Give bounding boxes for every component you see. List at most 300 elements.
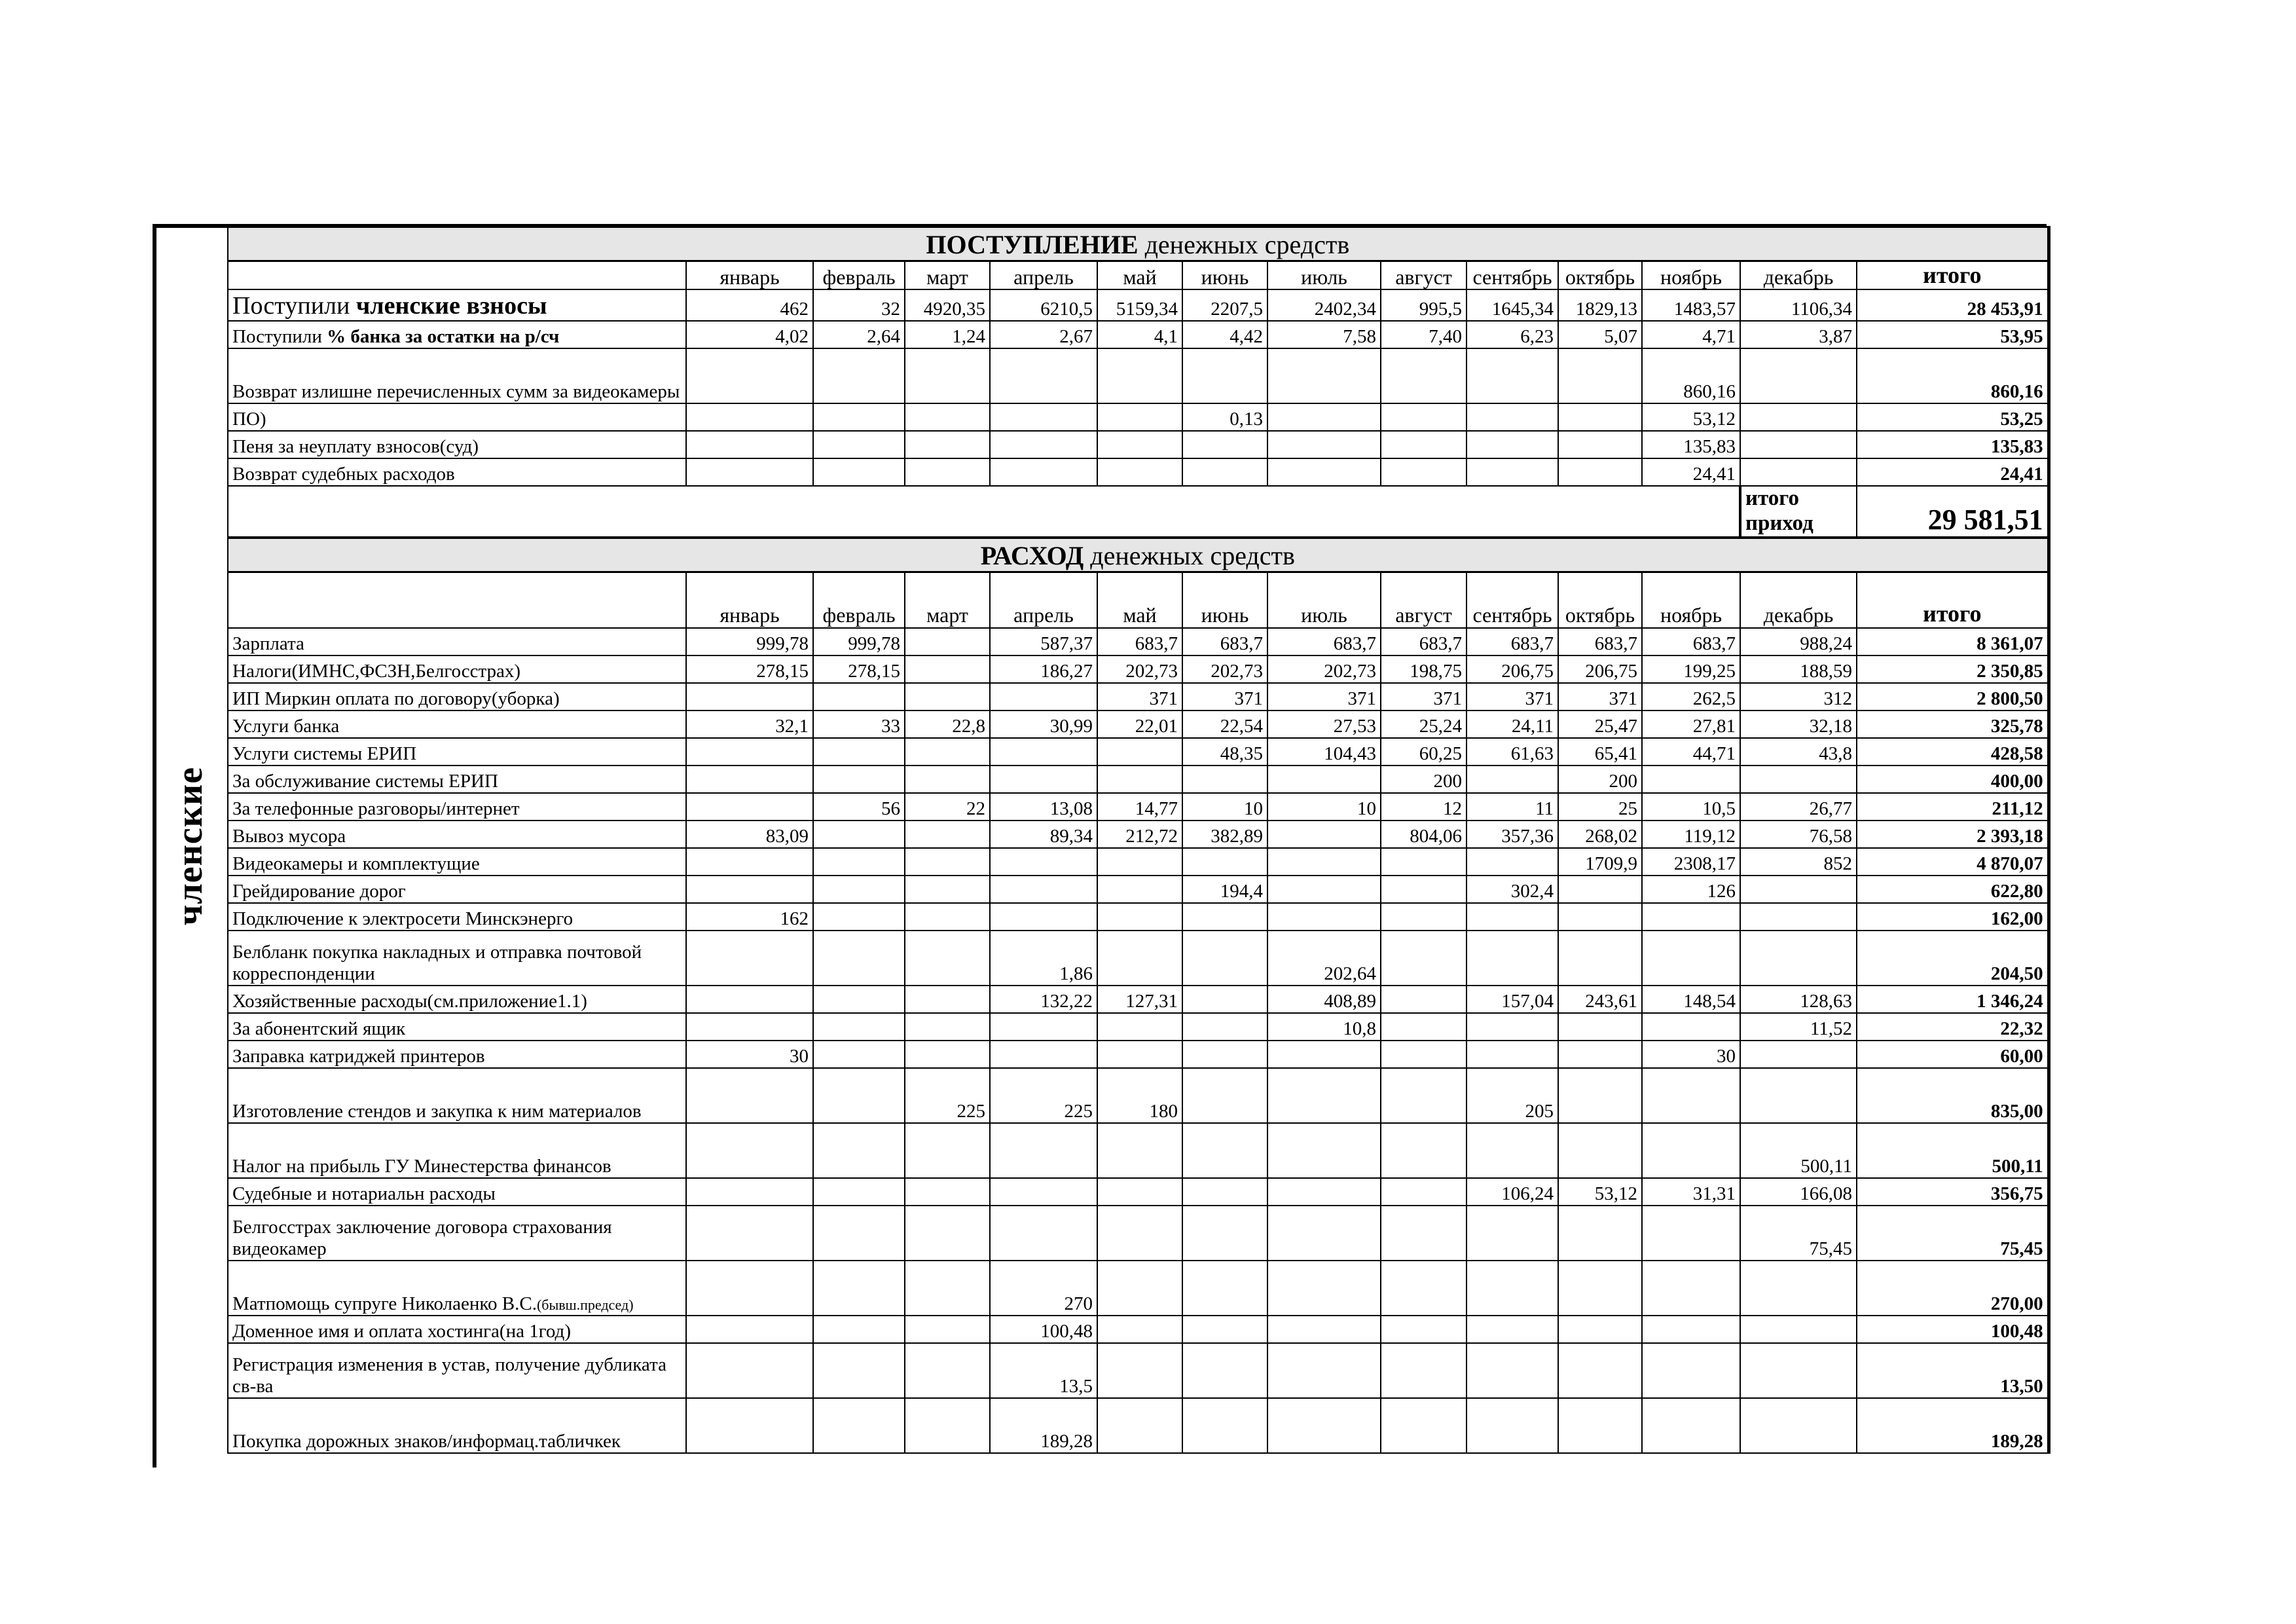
month-value — [1182, 1398, 1267, 1453]
month-value: 202,64 — [1267, 931, 1381, 986]
month-value — [1467, 1123, 1558, 1178]
month-value — [1097, 903, 1182, 931]
total-header: итого — [1857, 572, 2049, 628]
month-value — [686, 1343, 813, 1398]
month-value: 312 — [1740, 683, 1857, 710]
month-value: 65,41 — [1558, 738, 1642, 766]
table-row — [228, 683, 2049, 710]
month-value: 30 — [686, 1041, 813, 1068]
month-value — [686, 1068, 813, 1123]
month-value: 371 — [1558, 683, 1642, 710]
row-label-note: (бывш.председ) — [536, 1296, 634, 1313]
month-value — [1740, 431, 1857, 458]
month-value — [1642, 1068, 1740, 1123]
month-value — [813, 431, 905, 458]
month-value — [1558, 1316, 1642, 1343]
month-value — [990, 848, 1097, 876]
month-value — [813, 1261, 905, 1316]
month-value — [813, 1013, 905, 1041]
section-title-bold: РАСХОД — [980, 540, 1084, 570]
month-value — [1097, 1261, 1182, 1316]
month-value — [1097, 1178, 1182, 1206]
total-row-blank — [228, 486, 1740, 538]
month-value — [1740, 458, 1857, 486]
month-value — [905, 1316, 990, 1343]
month-value — [1558, 1013, 1642, 1041]
month-value — [1558, 1206, 1642, 1261]
month-header: декабрь — [1740, 261, 1857, 290]
month-value — [686, 1316, 813, 1343]
month-value — [1467, 1398, 1558, 1453]
month-value — [1467, 1316, 1558, 1343]
month-value: 988,24 — [1740, 628, 1857, 655]
row-label-text: Доменное имя и оплата хостинга(на 1год) — [232, 1320, 571, 1342]
month-value — [1182, 986, 1267, 1013]
month-value: 202,73 — [1182, 655, 1267, 683]
month-value — [813, 1398, 905, 1453]
section-title-bold: ПОСТУПЛЕНИЕ — [926, 230, 1139, 259]
row-label-bold: % банка за остатки на р/сч — [327, 326, 560, 348]
month-value — [1267, 1178, 1381, 1206]
month-value — [990, 766, 1097, 793]
month-value: 11 — [1467, 793, 1558, 821]
month-value — [905, 986, 990, 1013]
month-value: 205 — [1467, 1068, 1558, 1123]
month-value — [1558, 431, 1642, 458]
month-value: 166,08 — [1740, 1178, 1857, 1206]
month-value: 243,61 — [1558, 986, 1642, 1013]
month-value — [1467, 431, 1558, 458]
month-header: октябрь — [1558, 572, 1642, 628]
month-value: 132,22 — [990, 986, 1097, 1013]
row-total: 860,16 — [1857, 348, 2049, 403]
month-value — [1097, 848, 1182, 876]
month-value: 262,5 — [1642, 683, 1740, 710]
month-value — [1182, 1041, 1267, 1068]
month-value — [1182, 431, 1267, 458]
row-label-text: Возврат излишне перечисленных сумм за видеокамеры — [232, 381, 680, 403]
month-value — [905, 431, 990, 458]
month-value: 22,54 — [1182, 710, 1267, 738]
month-value — [905, 1013, 990, 1041]
month-value: 2,64 — [813, 321, 905, 348]
month-value — [990, 1123, 1097, 1178]
month-value — [1642, 1206, 1740, 1261]
month-value — [990, 683, 1097, 710]
row-label-text: Хозяйственные расходы(см.приложение1.1) — [232, 990, 587, 1012]
month-value — [1097, 1343, 1182, 1398]
month-value — [1267, 848, 1381, 876]
month-value: 11,52 — [1740, 1013, 1857, 1041]
table-row — [228, 986, 2049, 1013]
month-value — [813, 1343, 905, 1398]
month-value: 194,4 — [1182, 876, 1267, 903]
finance-table — [227, 226, 2050, 1454]
month-value — [1467, 931, 1558, 986]
month-value — [990, 1013, 1097, 1041]
table-row — [228, 431, 2049, 458]
section-title-rest: денежных средств — [1084, 540, 1295, 570]
month-value — [1381, 1398, 1467, 1453]
month-value: 462 — [686, 289, 813, 321]
month-value — [813, 766, 905, 793]
month-value — [1097, 431, 1182, 458]
month-value: 206,75 — [1467, 655, 1558, 683]
month-header: февраль — [813, 572, 905, 628]
row-total: 8 361,07 — [1857, 628, 2049, 655]
month-value: 202,73 — [1097, 655, 1182, 683]
month-value: 5159,34 — [1097, 289, 1182, 321]
table-row — [228, 848, 2049, 876]
row-label — [228, 1398, 686, 1453]
month-value — [1097, 348, 1182, 403]
month-value — [813, 403, 905, 431]
month-value — [1097, 458, 1182, 486]
month-header: январь — [686, 572, 813, 628]
month-value — [1182, 931, 1267, 986]
month-value — [686, 683, 813, 710]
row-label-text: Услуги системы ЕРИП — [232, 743, 417, 764]
month-value — [1381, 458, 1467, 486]
month-value: 804,06 — [1381, 821, 1467, 848]
month-value: 1645,34 — [1467, 289, 1558, 321]
month-value — [686, 1206, 813, 1261]
row-label — [228, 403, 686, 431]
month-value — [813, 348, 905, 403]
row-total: 211,12 — [1857, 793, 2049, 821]
month-value — [1381, 1206, 1467, 1261]
month-value: 999,78 — [813, 628, 905, 655]
month-value — [686, 793, 813, 821]
month-value: 198,75 — [1381, 655, 1467, 683]
month-value — [905, 1206, 990, 1261]
month-header-row — [228, 261, 2049, 290]
month-value — [905, 1343, 990, 1398]
month-value: 371 — [1381, 683, 1467, 710]
month-value — [813, 738, 905, 766]
row-total: 428,58 — [1857, 738, 2049, 766]
month-value — [1267, 458, 1381, 486]
month-value: 22,01 — [1097, 710, 1182, 738]
table-row — [228, 403, 2049, 431]
month-value — [1267, 1316, 1381, 1343]
row-label — [228, 431, 686, 458]
month-header: март — [905, 261, 990, 290]
month-value: 202,73 — [1267, 655, 1381, 683]
month-header: ноябрь — [1642, 572, 1740, 628]
month-value: 200 — [1558, 766, 1642, 793]
month-value: 268,02 — [1558, 821, 1642, 848]
month-value: 7,58 — [1267, 321, 1381, 348]
month-header: январь — [686, 261, 813, 290]
table-row — [228, 628, 2049, 655]
month-value: 148,54 — [1642, 986, 1740, 1013]
month-value — [1381, 431, 1467, 458]
row-total: 135,83 — [1857, 431, 2049, 458]
month-value: 995,5 — [1381, 289, 1467, 321]
month-value — [1740, 1398, 1857, 1453]
month-value: 10 — [1267, 793, 1381, 821]
month-value — [686, 1178, 813, 1206]
header-blank — [228, 261, 686, 290]
row-label-text: Грейдирование дорог — [232, 880, 406, 902]
month-value — [1381, 1316, 1467, 1343]
month-value: 24,11 — [1467, 710, 1558, 738]
table-row — [228, 289, 2049, 321]
month-value — [1267, 431, 1381, 458]
month-value: 22 — [905, 793, 990, 821]
month-value — [905, 876, 990, 903]
row-label — [228, 793, 686, 821]
month-value: 43,8 — [1740, 738, 1857, 766]
month-value: 126 — [1642, 876, 1740, 903]
month-value: 270 — [990, 1261, 1097, 1316]
month-value — [1097, 1041, 1182, 1068]
row-label — [228, 931, 686, 986]
row-label — [228, 1178, 686, 1206]
month-value — [990, 1206, 1097, 1261]
month-value — [1182, 1343, 1267, 1398]
month-value: 119,12 — [1642, 821, 1740, 848]
row-total: 270,00 — [1857, 1261, 2049, 1316]
month-value: 371 — [1267, 683, 1381, 710]
month-value — [1467, 903, 1558, 931]
table-row — [228, 766, 2049, 793]
row-label — [228, 655, 686, 683]
row-label-text: Налог на прибыль ГУ Минестерства финансов — [232, 1155, 611, 1177]
month-value — [1267, 403, 1381, 431]
row-label-text: Регистрация изменения в устав, получение дубликата св-ва — [232, 1354, 666, 1397]
month-value — [905, 738, 990, 766]
month-value — [1097, 738, 1182, 766]
month-value — [1740, 1068, 1857, 1123]
month-value: 157,04 — [1467, 986, 1558, 1013]
row-total: 1 346,24 — [1857, 986, 2049, 1013]
month-value — [905, 458, 990, 486]
row-total: 60,00 — [1857, 1041, 2049, 1068]
month-value — [1467, 458, 1558, 486]
month-value — [813, 848, 905, 876]
month-value: 683,7 — [1558, 628, 1642, 655]
month-value: 33 — [813, 710, 905, 738]
month-value — [1097, 1398, 1182, 1453]
month-value: 104,43 — [1267, 738, 1381, 766]
month-value — [1381, 1178, 1467, 1206]
table-row — [228, 738, 2049, 766]
month-value: 30,99 — [990, 710, 1097, 738]
month-value — [1182, 1206, 1267, 1261]
month-value: 53,12 — [1642, 403, 1740, 431]
row-total: 100,48 — [1857, 1316, 2049, 1343]
month-value: 12 — [1381, 793, 1467, 821]
row-label — [228, 289, 686, 321]
month-value — [905, 821, 990, 848]
month-header: июнь — [1182, 261, 1267, 290]
month-value — [686, 876, 813, 903]
month-value: 2,67 — [990, 321, 1097, 348]
month-value — [686, 766, 813, 793]
row-total: 4 870,07 — [1857, 848, 2049, 876]
income-total-label: итого приход — [1740, 486, 1857, 538]
month-value — [813, 1123, 905, 1178]
month-value — [813, 876, 905, 903]
month-value — [990, 1178, 1097, 1206]
month-value — [686, 1261, 813, 1316]
row-label — [228, 1123, 686, 1178]
month-value — [1381, 1068, 1467, 1123]
month-value: 186,27 — [990, 655, 1097, 683]
month-value — [1267, 1123, 1381, 1178]
month-value — [813, 821, 905, 848]
table-row — [228, 1178, 2049, 1206]
table-row — [228, 710, 2049, 738]
row-label-text: Пеня за неуплату взносов(суд) — [232, 436, 479, 458]
month-value — [1740, 1041, 1857, 1068]
month-value — [1182, 458, 1267, 486]
table-row — [228, 1123, 2049, 1178]
row-total: 325,78 — [1857, 710, 2049, 738]
row-label — [228, 986, 686, 1013]
month-value — [905, 903, 990, 931]
month-header: март — [905, 572, 990, 628]
row-label-text: Заправка катриджей принтеров — [232, 1045, 485, 1067]
table-row — [228, 458, 2049, 486]
month-value — [813, 1206, 905, 1261]
month-value — [1558, 1123, 1642, 1178]
month-value — [1467, 403, 1558, 431]
month-value: 128,63 — [1740, 986, 1857, 1013]
month-value: 6,23 — [1467, 321, 1558, 348]
month-value — [1558, 1068, 1642, 1123]
table-row — [228, 793, 2049, 821]
month-value: 100,48 — [990, 1316, 1097, 1343]
month-value: 225 — [905, 1068, 990, 1123]
month-value: 180 — [1097, 1068, 1182, 1123]
month-value: 4,02 — [686, 321, 813, 348]
month-value: 6210,5 — [990, 289, 1097, 321]
month-value — [1740, 876, 1857, 903]
row-label-text: Судебные и нотариальн расходы — [232, 1183, 496, 1204]
month-value — [990, 903, 1097, 931]
table-row — [228, 1206, 2049, 1261]
table-row — [228, 931, 2049, 986]
row-label — [228, 683, 686, 710]
row-label — [228, 1041, 686, 1068]
row-label — [228, 1316, 686, 1343]
row-label — [228, 1261, 686, 1316]
row-total: 189,28 — [1857, 1398, 2049, 1453]
month-value — [905, 348, 990, 403]
row-total: 53,95 — [1857, 321, 2049, 348]
side-label: членские — [170, 766, 210, 925]
month-value: 188,59 — [1740, 655, 1857, 683]
row-total: 500,11 — [1857, 1123, 2049, 1178]
month-value — [686, 986, 813, 1013]
month-value — [1740, 1316, 1857, 1343]
month-value: 683,7 — [1381, 628, 1467, 655]
month-value — [1097, 1123, 1182, 1178]
month-value — [1381, 1343, 1467, 1398]
month-value: 60,25 — [1381, 738, 1467, 766]
month-value: 61,63 — [1467, 738, 1558, 766]
month-value — [1381, 1013, 1467, 1041]
month-value: 199,25 — [1642, 655, 1740, 683]
row-label-text: За обслуживание системы ЕРИП — [232, 770, 498, 792]
month-value: 10,5 — [1642, 793, 1740, 821]
month-value: 371 — [1097, 683, 1182, 710]
month-value: 4920,35 — [905, 289, 990, 321]
month-header: апрель — [990, 572, 1097, 628]
month-header: май — [1097, 261, 1182, 290]
month-value — [1381, 931, 1467, 986]
month-header: апрель — [990, 261, 1097, 290]
month-value: 2402,34 — [1267, 289, 1381, 321]
month-header-row — [228, 572, 2049, 628]
month-value: 683,7 — [1267, 628, 1381, 655]
month-header: август — [1381, 261, 1467, 290]
month-header: декабрь — [1740, 572, 1857, 628]
month-value: 10 — [1182, 793, 1267, 821]
month-value — [686, 348, 813, 403]
month-value — [1558, 876, 1642, 903]
income-section-header — [228, 227, 2049, 261]
month-value — [1642, 1343, 1740, 1398]
month-value — [1558, 1261, 1642, 1316]
table-row — [228, 655, 2049, 683]
month-value — [1467, 1206, 1558, 1261]
month-value — [813, 986, 905, 1013]
month-value — [1740, 931, 1857, 986]
month-value: 587,37 — [990, 628, 1097, 655]
month-value: 189,28 — [990, 1398, 1097, 1453]
month-value — [686, 1123, 813, 1178]
row-label-text: Белбланк покупка накладных и отправка почтовой корреспонденции — [232, 941, 642, 984]
month-value: 500,11 — [1740, 1123, 1857, 1178]
row-label — [228, 903, 686, 931]
month-value: 1483,57 — [1642, 289, 1740, 321]
month-value: 278,15 — [813, 655, 905, 683]
month-value — [1642, 1261, 1740, 1316]
row-label — [228, 766, 686, 793]
month-value — [905, 931, 990, 986]
month-value — [905, 403, 990, 431]
month-value — [905, 1261, 990, 1316]
row-label — [228, 1068, 686, 1123]
month-value — [1740, 403, 1857, 431]
month-value: 2207,5 — [1182, 289, 1267, 321]
month-value: 53,12 — [1558, 1178, 1642, 1206]
row-label-text: Подключение к электросети Минскэнерго — [232, 908, 574, 929]
month-value: 408,89 — [1267, 986, 1381, 1013]
expense-section-header-title — [228, 538, 2049, 572]
month-value — [1182, 1316, 1267, 1343]
row-total: 53,25 — [1857, 403, 2049, 431]
month-value — [1642, 766, 1740, 793]
row-total: 75,45 — [1857, 1206, 2049, 1261]
month-value — [1558, 458, 1642, 486]
month-value: 1,24 — [905, 321, 990, 348]
month-value — [1467, 1041, 1558, 1068]
month-header: июнь — [1182, 572, 1267, 628]
month-header: сентябрь — [1467, 261, 1558, 290]
row-label-prefix: Поступили — [232, 326, 327, 348]
row-total: 13,50 — [1857, 1343, 2049, 1398]
month-value: 162 — [686, 903, 813, 931]
month-value: 225 — [990, 1068, 1097, 1123]
month-value — [1182, 903, 1267, 931]
month-value: 1709,9 — [1558, 848, 1642, 876]
row-label-bold: членские взносы — [355, 291, 547, 320]
